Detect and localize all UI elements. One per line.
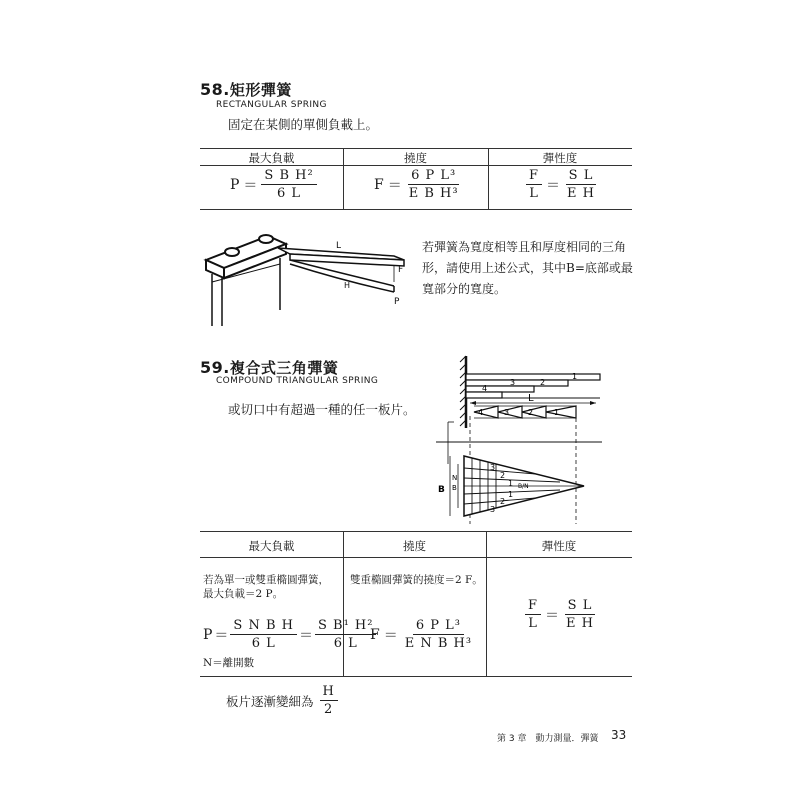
formula-denominator-left: L <box>528 616 538 631</box>
section-58-note: 若彈簧為寬度相等且和厚度相同的三角形，請使用上述公式，其中B=底部或最寬部分的寬度。 <box>422 240 633 296</box>
figure-num: 4 <box>482 384 488 393</box>
figure-num: 2 <box>500 497 506 506</box>
figure-num: 2 <box>528 408 534 417</box>
figure-label-F: F <box>398 265 404 275</box>
taper-frac-den: 2 <box>324 702 334 717</box>
formula-58-deflection: F ＝ $\frac{\text{6 P L³}}{\text{E B H³}}$ <box>374 168 462 201</box>
section-58-title <box>200 79 292 100</box>
figure-label-N: N <box>452 474 458 482</box>
section-59-number: 59. <box>200 358 230 377</box>
figure-num: 1 <box>554 408 560 417</box>
formula-denominator: 6 L <box>277 186 302 201</box>
formula-denominator: 6 L <box>251 636 276 651</box>
table-59-header-max-load: 最大負載 <box>248 539 295 553</box>
formula-denominator-2: 6 L <box>333 636 358 651</box>
figure-label-H: H <box>344 281 351 290</box>
table-59-top-rule <box>200 531 632 532</box>
figure-num: 3 <box>490 505 496 514</box>
formula-denominator: E H <box>566 616 594 631</box>
table-59-header-elasticity: 彈性度 <box>541 539 577 553</box>
section-59-title <box>200 357 338 378</box>
table-59-max-load-note: 若為單一或雙重橢圓彈簧，最大負載＝2 P。 <box>203 574 329 600</box>
section-59-name: 複合式三角彈簧 <box>229 359 339 377</box>
figure-label-B2: B <box>452 484 457 492</box>
taper-note-text: 板片逐漸變細為 <box>226 693 314 709</box>
taper-note <box>226 684 338 717</box>
formula-numerator: 6 P L³ <box>408 168 459 185</box>
figure-num: 1 <box>508 490 514 499</box>
formula-denominator-left: L <box>529 186 539 201</box>
figure-num: 2 <box>540 378 546 387</box>
figure-num: 2 <box>500 471 506 480</box>
rectangular-spring-figure <box>198 222 413 334</box>
section-59-description: 或切口中有超過一種的任一板片。 <box>228 402 416 417</box>
table-58-header-elasticity: 彈性度 <box>542 151 578 165</box>
figure-label-B: B <box>438 485 445 495</box>
formula-lhs: F <box>374 176 384 193</box>
figure-num: 3 <box>490 463 496 472</box>
formula-lhs: P <box>203 626 213 643</box>
formula-58-elasticity: $\frac{F}{L}$ ＝ $\frac{\text{S L}}{\text{E H}}$ <box>526 168 598 201</box>
compound-spring-figure <box>436 352 612 524</box>
table-58-header-deflection: 撓度 <box>404 151 427 165</box>
table-59-header-rule <box>200 557 632 558</box>
table-58-bottom-rule <box>200 209 632 210</box>
section-58-number: 58. <box>200 80 230 99</box>
figure-num: 1 <box>572 372 578 381</box>
figure-label-L: L <box>528 393 534 404</box>
formula-59-max-load: P ＝ $\frac{\text{S N B H}}{6 L}$ ＝ $\frac{\text{S B¹ H²}}{6 L}$ <box>203 618 376 651</box>
section-58-description: 固定在某側的單側負載上。 <box>228 117 379 132</box>
taper-frac-num: H <box>320 684 338 701</box>
figure-label-P: P <box>394 297 400 307</box>
figure-label-L: L <box>336 241 342 251</box>
formula-numerator: 6 P L³ <box>413 618 464 635</box>
formula-denominator: E B H³ <box>408 186 459 201</box>
formula-numerator: S B H² <box>261 168 316 185</box>
formula-numerator-2: S B¹ H² <box>315 618 376 635</box>
formula-59-deflection: F ＝ $\frac{\text{6 P L³}}{\text{E N B H³}}$ <box>370 618 475 651</box>
table-58-header-max-load: 最大負載 <box>248 151 295 165</box>
formula-numerator: S L <box>566 168 597 185</box>
table-59-n-note: N＝離開數 <box>203 657 255 669</box>
formula-numerator-left: F <box>525 598 541 615</box>
footer-chapter: 第 3 章 動力測量．彈簧 <box>497 734 599 744</box>
formula-lhs: P <box>230 176 240 193</box>
formula-numerator: S N B H <box>230 618 297 635</box>
figure-num: 4 <box>478 408 484 417</box>
table-59-header-deflection: 撓度 <box>403 539 426 553</box>
section-58-subtitle: RECTANGULAR SPRING <box>216 100 327 110</box>
figure-num: 3 <box>504 408 510 417</box>
table-58-top-rule <box>200 148 632 149</box>
formula-denominator: E N B H³ <box>404 636 473 651</box>
section-59-subtitle: COMPOUND TRIANGULAR SPRING <box>216 376 379 386</box>
page-number: 33 <box>611 728 627 742</box>
figure-num: 1 <box>508 479 514 488</box>
table-59-bottom-rule <box>200 676 632 677</box>
table-59-deflection-note: 雙重橢圓彈簧的撓度＝2 F。 <box>350 574 483 586</box>
figure-num: 3 <box>510 378 516 387</box>
figure-bmin: B/N <box>518 483 529 490</box>
formula-numerator-left: F <box>526 168 542 185</box>
formula-58-max-load: P ＝ $\frac{\text{S B H²}}{6 L}$ <box>230 168 317 201</box>
formula-lhs: F <box>370 626 380 643</box>
formula-59-elasticity: $\frac{F}{L}$ ＝ $\frac{\text{S L}}{\text{E H}}$ <box>525 598 597 631</box>
section-58-name: 矩形彈簧 <box>229 81 292 99</box>
formula-denominator: E H <box>567 186 595 201</box>
formula-numerator: S L <box>565 598 596 615</box>
